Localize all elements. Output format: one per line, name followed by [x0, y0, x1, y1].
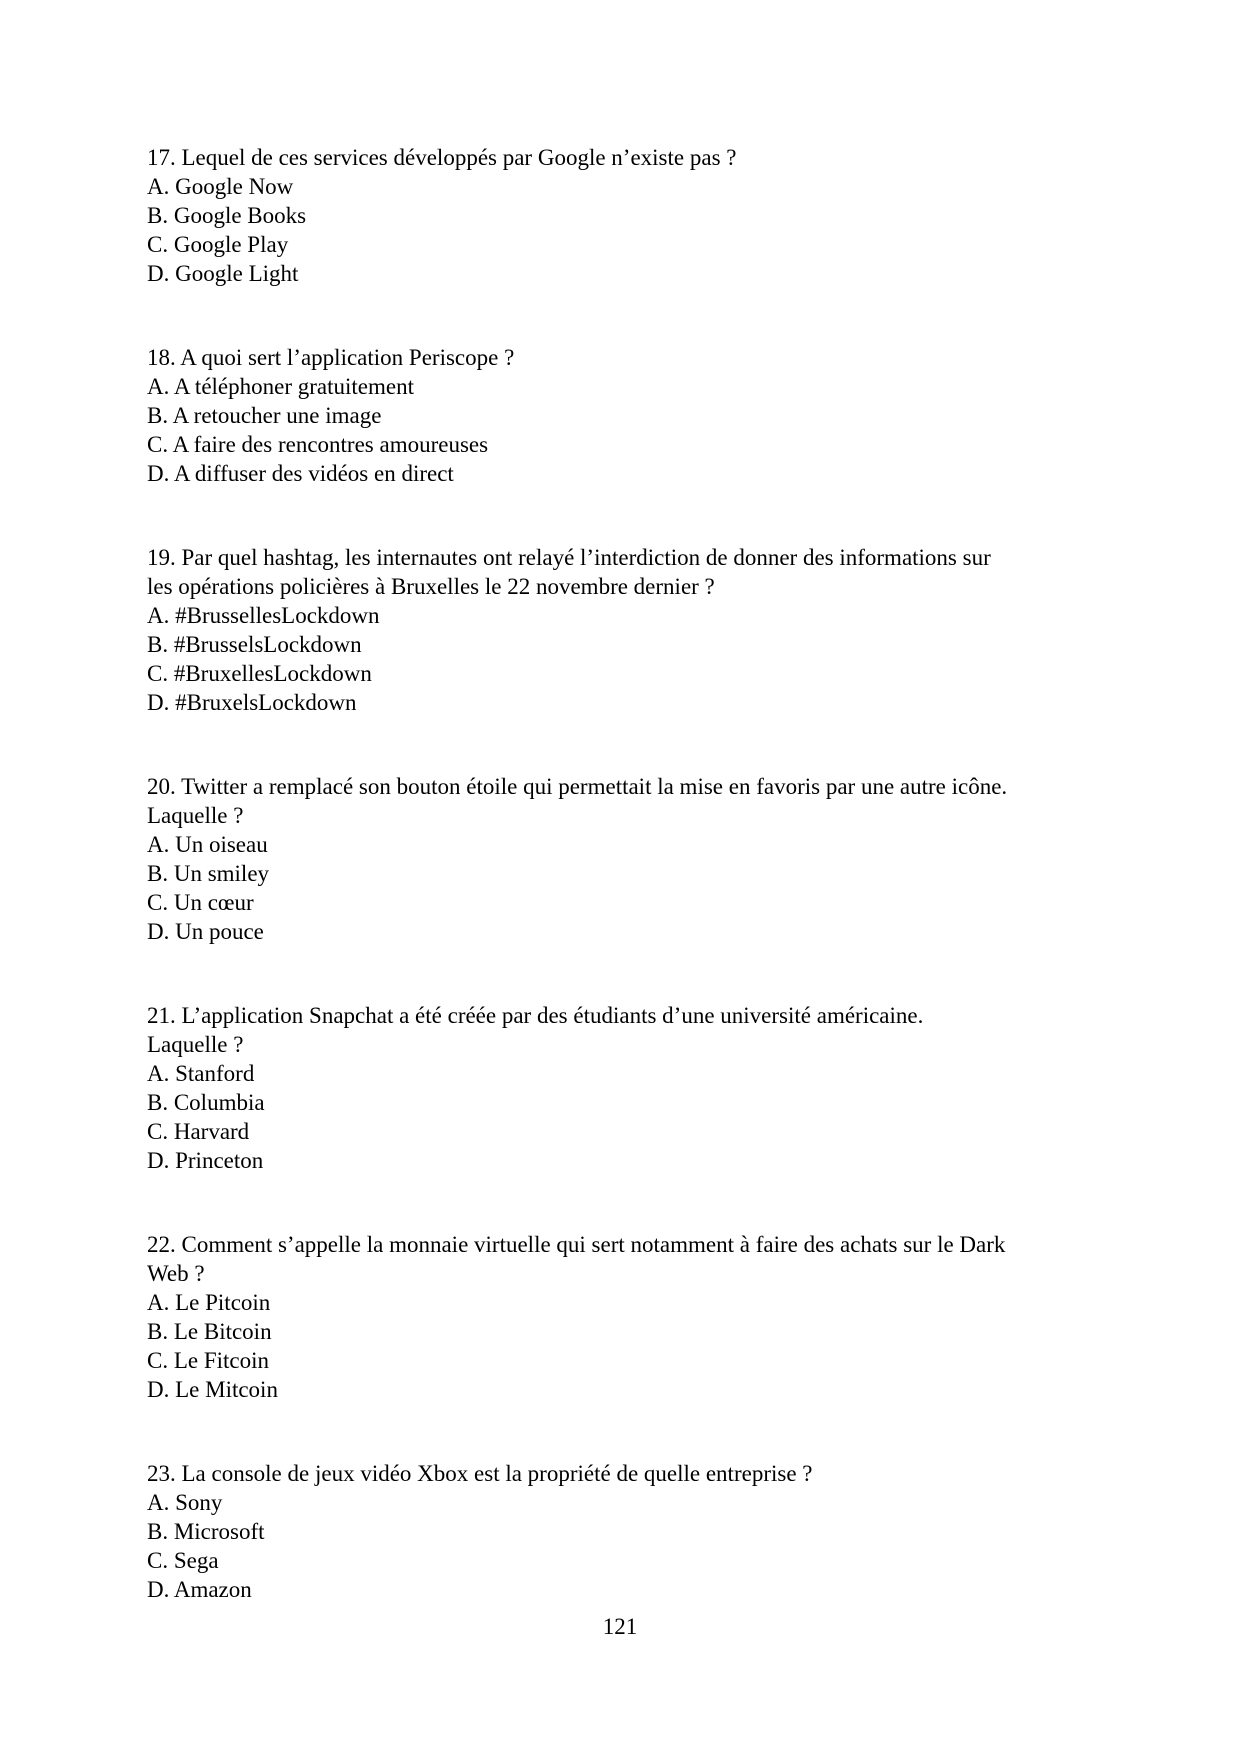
question-text: 18. A quoi sert l’application Periscope ? [147, 345, 515, 370]
answer-option: C. A faire des rencontres amoureuses [147, 432, 489, 457]
answer-option: D. Le Mitcoin [147, 1377, 278, 1402]
question-20 [147, 772, 1097, 946]
answer-option: A. Google Now [147, 174, 294, 199]
question-text-continued: Web ? [147, 1261, 205, 1286]
answer-option: B. Columbia [147, 1090, 265, 1115]
answer-option: A. Un oiseau [147, 832, 268, 857]
question-text: 22. Comment s’appelle la monnaie virtuelle qui sert notamment à faire des achats sur le Dark [147, 1232, 1006, 1257]
page-number: 121 [602, 1614, 638, 1639]
question-17 [147, 143, 1097, 288]
question-22 [147, 1230, 1097, 1404]
answer-option: B. Un smiley [147, 861, 270, 886]
question-text: 23. La console de jeux vidéo Xbox est la propriété de quelle entreprise ? [147, 1461, 813, 1486]
question-18 [147, 343, 1097, 488]
question-23 [147, 1459, 1097, 1604]
answer-option: D. Un pouce [147, 919, 264, 944]
answer-option: A. #BrussellesLockdown [147, 603, 380, 628]
answer-option: C. Google Play [147, 232, 289, 257]
question-21 [147, 1001, 1097, 1175]
answer-option: D. #BruxelsLockdown [147, 690, 357, 715]
answer-option: B. Le Bitcoin [147, 1319, 272, 1344]
answer-option: A. Sony [147, 1490, 223, 1515]
answer-option: A. A téléphoner gratuitement [147, 374, 414, 399]
question-text: 21. L’application Snapchat a été créée par des étudiants d’une université américaine. [147, 1003, 924, 1028]
question-text: 19. Par quel hashtag, les internautes ont relayé l’interdiction de donner des informations sur [147, 545, 991, 570]
question-text-continued: les opérations policières à Bruxelles le 22 novembre dernier ? [147, 574, 715, 599]
answer-option: D. Princeton [147, 1148, 264, 1173]
answer-option: C. Un cœur [147, 890, 254, 915]
answer-option: B. A retoucher une image [147, 403, 382, 428]
question-text-continued: Laquelle ? [147, 1032, 244, 1057]
answer-option: A. Le Pitcoin [147, 1290, 271, 1315]
answer-option: D. Google Light [147, 261, 299, 286]
quiz-content [147, 143, 1097, 1659]
question-text-continued: Laquelle ? [147, 803, 244, 828]
answer-option: C. Sega [147, 1548, 219, 1573]
answer-option: A. Stanford [147, 1061, 255, 1086]
question-text: 17. Lequel de ces services développés par Google n’existe pas ? [147, 145, 737, 170]
answer-option: D. Amazon [147, 1577, 252, 1602]
answer-option: B. Google Books [147, 203, 307, 228]
answer-option: C. Harvard [147, 1119, 250, 1144]
question-19 [147, 543, 1097, 717]
answer-option: B. Microsoft [147, 1519, 265, 1544]
answer-option: C. Le Fitcoin [147, 1348, 270, 1373]
question-text: 20. Twitter a remplacé son bouton étoile qui permettait la mise en favoris par une autre icône. [147, 774, 1008, 799]
answer-option: D. A diffuser des vidéos en direct [147, 461, 454, 486]
answer-option: C. #BruxellesLockdown [147, 661, 372, 686]
answer-option: B. #BrusselsLockdown [147, 632, 362, 657]
